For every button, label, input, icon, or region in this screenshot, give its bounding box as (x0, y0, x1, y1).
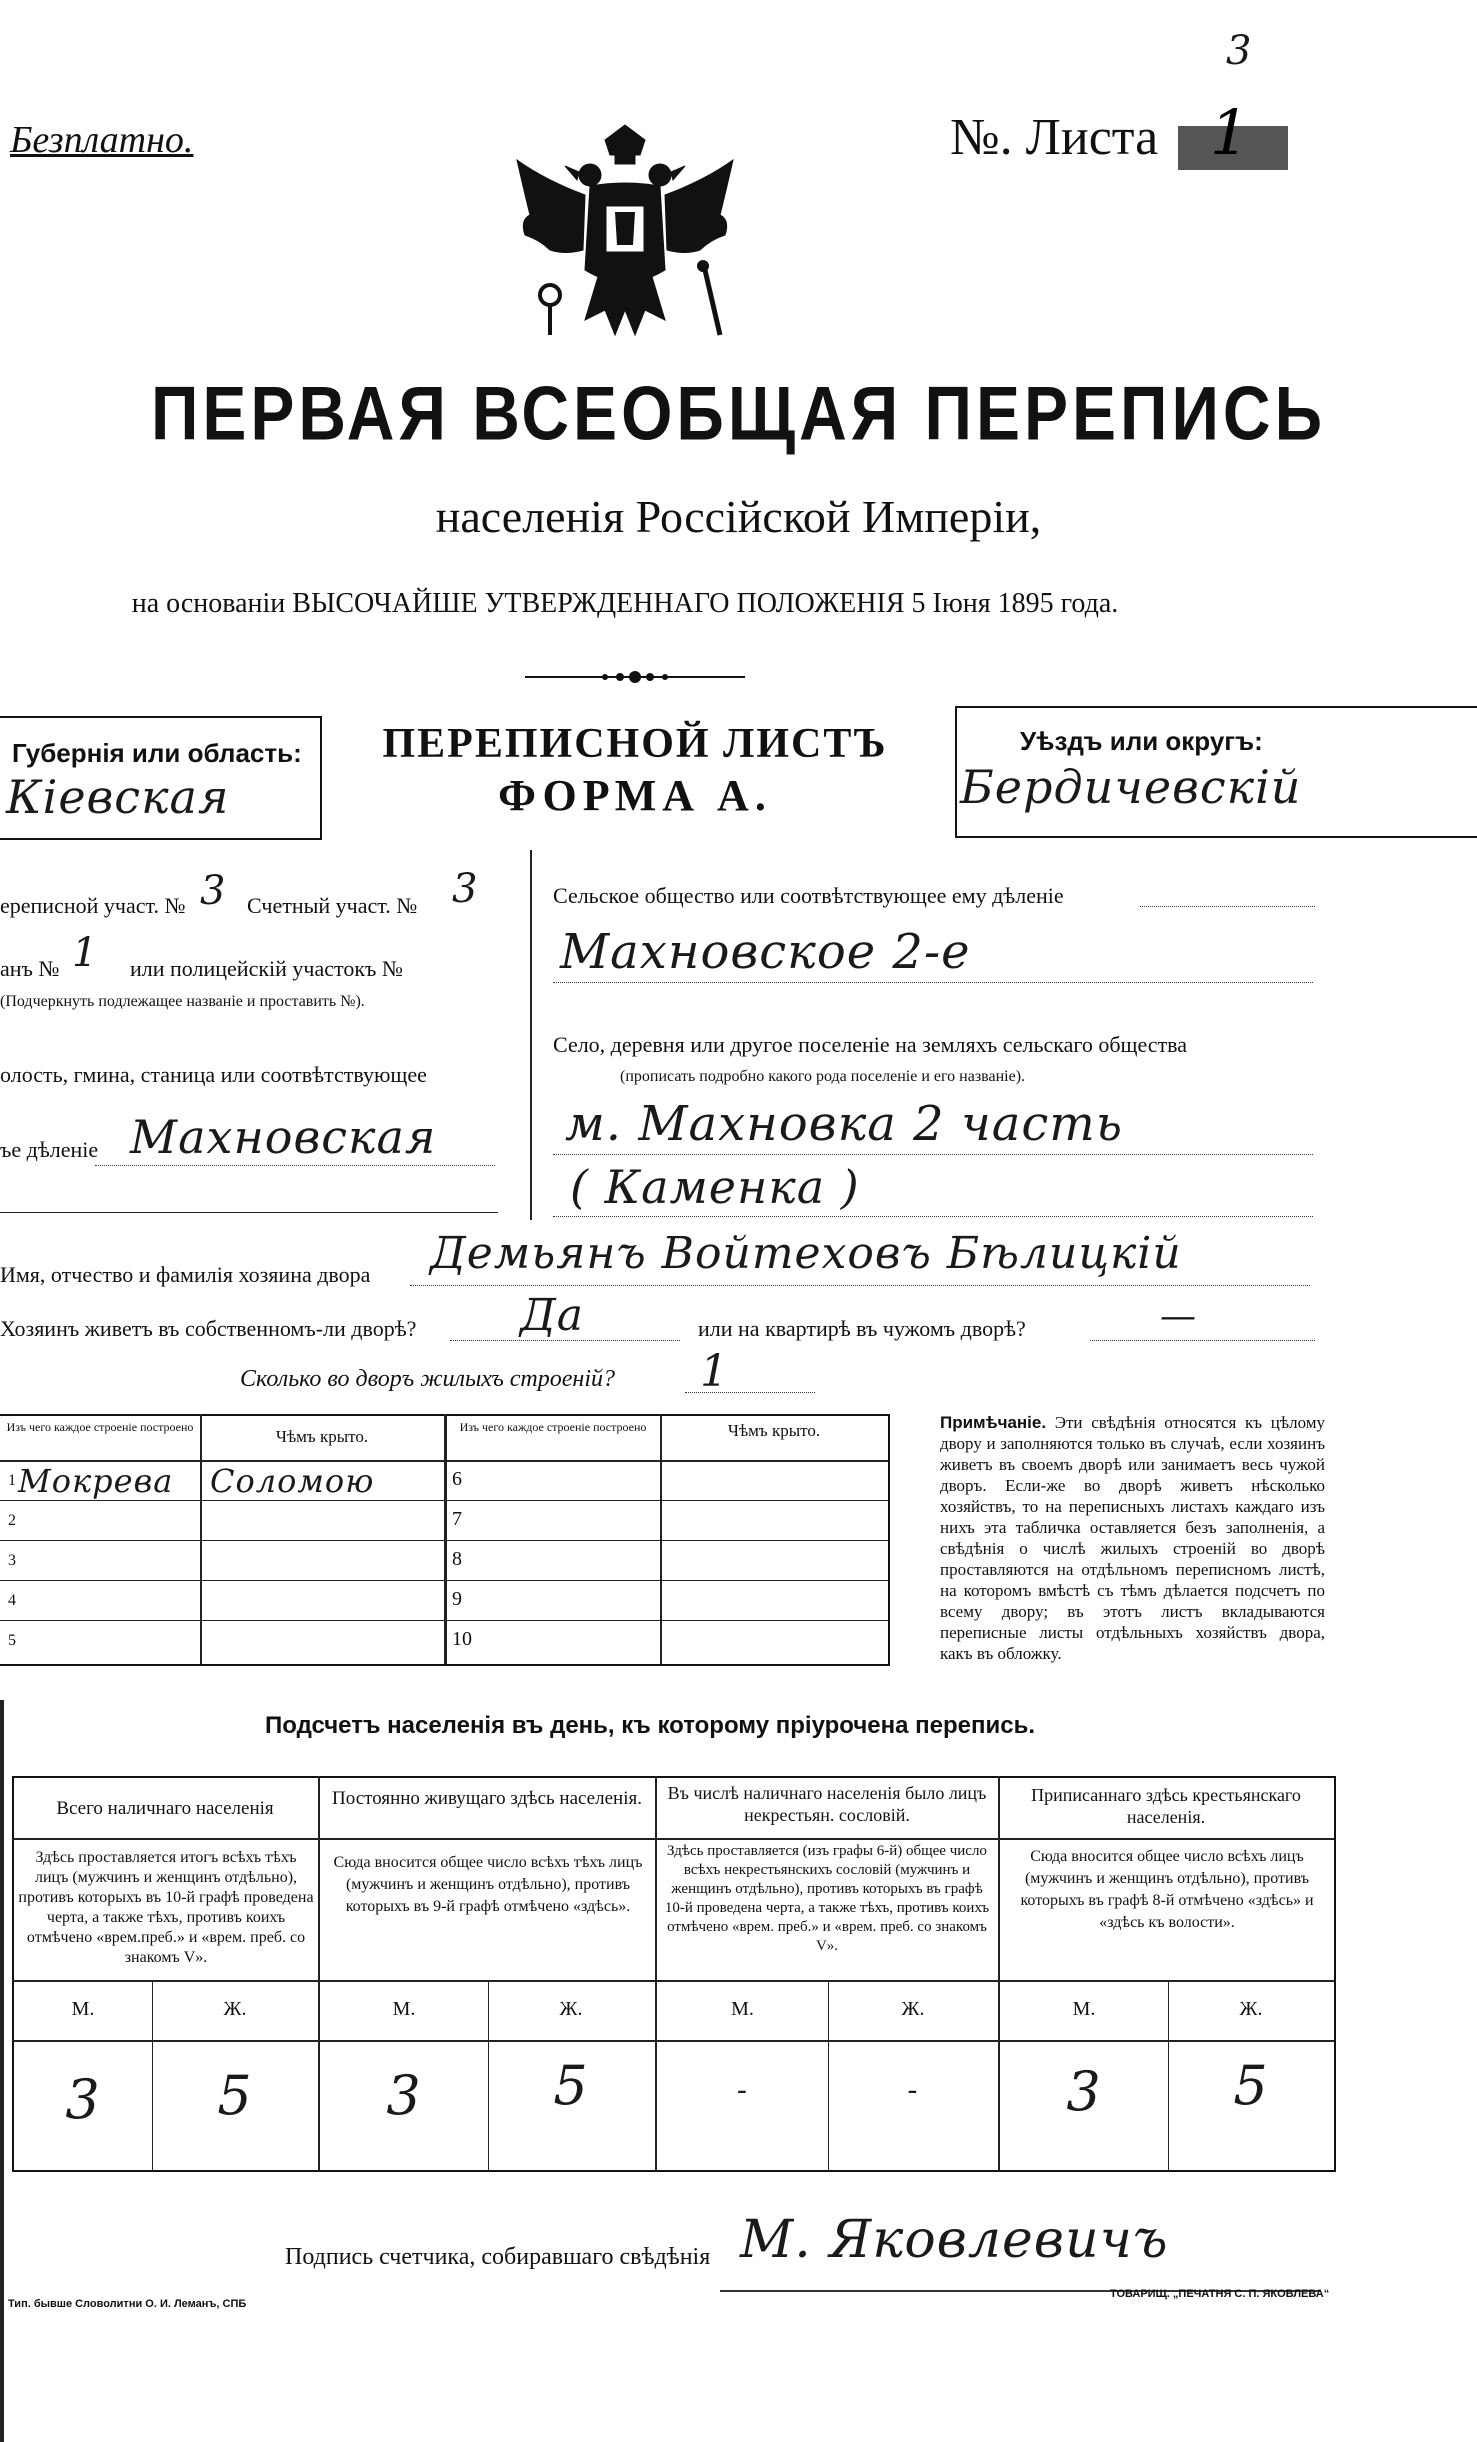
uezd-value: Бердичевскій (960, 760, 1302, 814)
pop-col-1-m-value: 3 (65, 2068, 101, 2131)
pop-col-1-head: Всего наличнаго населенія (56, 1798, 274, 1819)
col-roof-header-2: Чѣмъ крыто. (727, 1421, 821, 1440)
pop-col-2-head: Постоянно живущаго здѣсь населенія. (332, 1788, 642, 1809)
pop-col-1-zh-value: 5 (217, 2064, 253, 2127)
col-roof-header: Чѣмъ крыто. (275, 1427, 369, 1446)
scan-edge (0, 1700, 4, 2442)
stan-label: анъ № (0, 956, 60, 981)
buildings-label: Сколько во дворъ жилыхъ строеній? (240, 1366, 615, 1392)
building-1-built: Мокрева (18, 1462, 174, 1500)
census-district-value: 3 (200, 868, 227, 914)
pop-col-3-zh-label: Ж. (901, 1998, 925, 2020)
printer-left: Тип. бывше Словолитни О. И. Леманъ, СПБ (8, 2298, 247, 2310)
pop-col-4-zh-label: Ж. (1239, 1998, 1263, 2020)
building-row-num: 8 (452, 1548, 462, 1570)
village-value-2: ( Каменка ) (570, 1160, 860, 1214)
pop-col-1-desc: Здѣсь проставляется итогъ всѣхъ тѣхъ лицъ (мужчинъ и женщинъ отдѣльно), противъ которыхъ въ 10-й графѣ проведена черта, а также тѣхъ, противъ коихъ отмѣчено «врем.преб.» и «врем. преб. со знакомъ V». (18, 1849, 314, 1966)
pop-col-3-head: Въ числѣ наличнаго населенія было лицъ некрестьян. сословій. (667, 1783, 987, 1825)
owner-name-label: Имя, отчество и фамилія хозяина двора (0, 1262, 371, 1287)
uezd-label: Уѣздъ или округъ: (1020, 726, 1263, 756)
building-row-num: 9 (452, 1588, 462, 1610)
owner-lives-value: Да (520, 1290, 585, 1341)
buildings-value: 1 (700, 1346, 729, 1397)
building-row-num: 4 (8, 1592, 16, 1609)
pop-col-4-head: Приписаннаго здѣсь крестьянскаго населенія. (1031, 1785, 1301, 1827)
pop-col-3-m-label: М. (731, 1998, 754, 2020)
society-value: Махновское 2-е (560, 924, 971, 980)
pop-col-2-desc: Сюда вносится общее число всѣхъ тѣхъ лицъ (мужчинъ и женщинъ отдѣльно), противъ которыхъ въ 9-й графѣ отмѣчено «здѣсь». (333, 1854, 643, 1915)
pop-col-4-m-value: 3 (1066, 2060, 1102, 2123)
printer-right: ТОВАРИЩ. „ПЕЧАТНЯ С. П. ЯКОВЛЕВА“ (1110, 2288, 1330, 2300)
pop-col-3-zh-value: - (907, 2073, 919, 2108)
building-row-num: 7 (452, 1508, 462, 1530)
col-built-header: Изъ чего каждое строеніе построено (6, 1420, 194, 1434)
note-text: Эти свѣдѣнія относятся къ цѣлому двору и заполняются только въ случаѣ, если хозяинъ живетъ въ своемъ дворѣ или занимаетъ весь чужой дворъ. Если-же во дворѣ живетъ нѣсколько хозяйствъ, то на переписныхъ листахъ каждаго изъ нихъ эта табличка оставляется безъ заполненія, а свѣдѣнія о числѣ жилыхъ строеній во дворѣ проставляются на отдѣльномъ переписномъ листѣ, на которомъ вмѣстѣ съ тѣмъ дѣлается подсчетъ по всему двору; въ этотъ листъ вкладываются переписные листы отдѣльныхъ хозяйствъ двора, какъ въ обложку. (940, 1413, 1326, 1663)
underline-note: (Подчеркнуть подлежащее названіе и проставить №). (0, 993, 365, 1010)
free-label: Безплатно. (10, 119, 194, 161)
pop-col-2-zh-value: 5 (553, 2054, 589, 2117)
ornament-divider (525, 666, 745, 688)
building-row-num: 6 (452, 1468, 462, 1490)
building-row-num: 2 (8, 1512, 16, 1529)
pop-col-2-m-label: М. (392, 1998, 416, 2020)
field-separator (530, 850, 532, 1220)
volost-label: олость, гмина, станица или соотвѣтствующее (0, 1062, 427, 1087)
subtitle: населенія Россійской Имперіи, (435, 491, 1042, 542)
pop-col-4-m-label: М. (1072, 1998, 1096, 2020)
main-title: ПЕРВАЯ ВСЕОБЩАЯ ПЕРЕПИСЬ (150, 370, 1327, 456)
double-headed-eagle-icon (505, 120, 745, 345)
sheet-number-value: 1 (1210, 96, 1251, 169)
note-lead: Примѣчаніе. (940, 1413, 1047, 1432)
village-value: м. Махновка 2 часть (565, 1096, 1123, 1152)
sheet-number-label: №. Листа (950, 109, 1159, 166)
volost-label-2: ъе дѣленіе (0, 1137, 99, 1162)
pop-col-4-desc: Сюда вносится общее число всѣхъ лицъ (мужчинъ и женщинъ отдѣльно), противъ которыхъ въ графѣ 8-й отмѣчено «здѣсь» и «здѣсь къ волости». (1020, 1848, 1314, 1931)
signature-value: М. Яковлевичъ (740, 2210, 1169, 2270)
society-label: Сельское общество или соотвѣтствующее ему дѣленіе (553, 883, 1064, 908)
building-row-num: 3 (8, 1552, 16, 1569)
population-title: Подсчетъ населенія въ день, къ которому пріурочена перепись. (265, 1712, 1035, 1739)
census-district-label: ереписной участ. № (0, 893, 186, 918)
count-district-value: 3 (452, 866, 479, 912)
sheet-title: ПЕРЕПИСНОЙ ЛИСТЪ (382, 721, 888, 767)
guberniya-value: Кіевская (6, 770, 230, 824)
building-row-num: 1 (8, 1472, 16, 1489)
basis-line: на основаніи ВЫСОЧАЙШЕ УТВЕРЖДЕННАГО ПОЛОЖЕНІЯ 5 Іюня 1895 года. (131, 588, 1119, 619)
pop-col-1-zh-label: Ж. (223, 1998, 247, 2020)
building-row-num: 10 (452, 1628, 472, 1650)
pop-col-3-desc: Здѣсь проставляется (изъ графы 6-й) общее число всѣхъ некрестьянскихъ сословій (мужчинъ и женщинъ отдѣльно), противъ которыхъ въ графѣ 10-й проведена черта, а также тѣхъ, противъ коихъ отмѣчено «врем. преб.» и «врем. преб. со знакомъ V». (664, 1843, 990, 1954)
apartment-value: — (1160, 1296, 1197, 1337)
pop-col-2-m-value: 3 (386, 2064, 422, 2127)
guberniya-label: Губернія или область: (12, 738, 302, 768)
building-1-roof: Соломою (210, 1462, 375, 1500)
pop-col-2-zh-label: Ж. (559, 1998, 583, 2020)
village-label: Село, деревня или другое поселеніе на земляхъ сельскаго общества (553, 1032, 1188, 1057)
owner-name-value: Демьянъ Войтеховъ Бѣлицкій (430, 1228, 1182, 1279)
police-label: или полицейскій участокъ № (130, 956, 403, 981)
count-district-label: Счетный участ. № (247, 893, 418, 918)
apartment-label: или на квартирѣ въ чужомъ дворѣ? (698, 1316, 1026, 1341)
signature-label: Подпись счетчика, собиравшаго свѣдѣнія (285, 2244, 711, 2270)
note-block (940, 1412, 1325, 1664)
pop-col-4-zh-value: 5 (1233, 2054, 1269, 2117)
pop-col-3-m-value: - (736, 2073, 749, 2108)
stan-value: 1 (72, 930, 99, 976)
building-row-num: 5 (8, 1632, 16, 1649)
owner-lives-label: Хозяинъ живетъ въ собственномъ-ли дворѣ? (0, 1316, 417, 1341)
col-built-header-2: Изъ чего каждое строеніе построено (459, 1420, 647, 1434)
corner-mark: 3 (1226, 28, 1253, 74)
village-note: (прописать подробно какого рода поселеніе и его названіе). (620, 1068, 1026, 1085)
pop-col-1-m-label: М. (71, 1998, 95, 2020)
volost-value: Махновская (130, 1110, 437, 1164)
sheet-form: ФОРМА А. (498, 771, 772, 820)
